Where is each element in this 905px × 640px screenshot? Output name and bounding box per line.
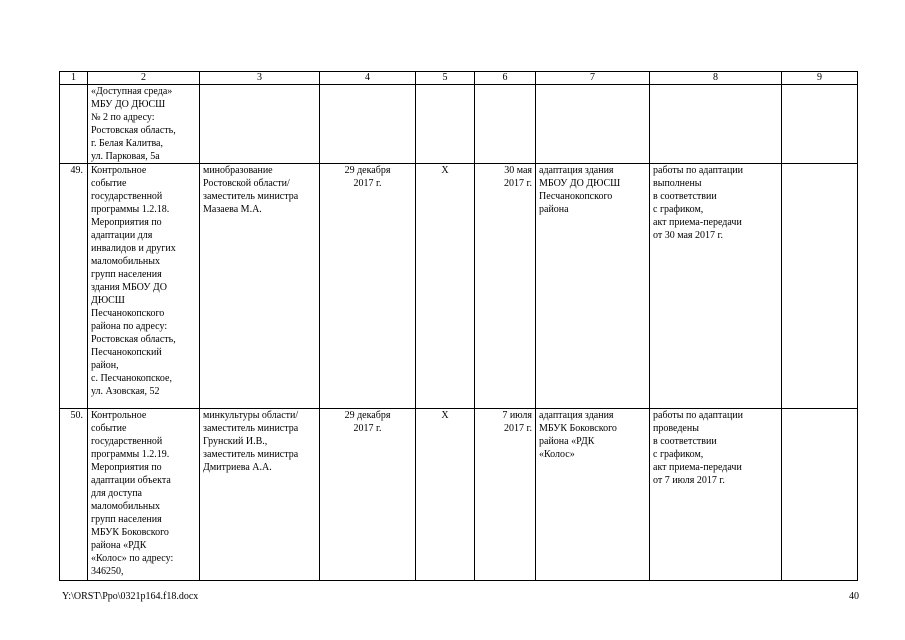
responsible-cell: минкультуры области/ заместитель министра Грунский И.В., заместитель министра Дмитриева А.А. (200, 409, 320, 581)
header-col-5: 5 (416, 72, 475, 85)
result-cell (536, 85, 650, 164)
header-col-7: 7 (536, 72, 650, 85)
col5-cell: Х (416, 409, 475, 581)
header-col-6: 6 (475, 72, 536, 85)
info-cell (650, 85, 782, 164)
actual-date-cell: 30 мая 2017 г. (475, 164, 536, 409)
planned-date-cell: 29 декабря 2017 г. (320, 409, 416, 581)
report-table-body (60, 72, 858, 581)
col5-cell (416, 85, 475, 164)
info-cell: работы по адаптации проведены в соответствии с графиком, акт приема-передачи от 7 июля 2017 г. (650, 409, 782, 581)
event-cell: Контрольное событие государственной программы 1.2.18. Мероприятия по адаптации для инвалидов и других маломобильных групп населения здания МБОУ ДО ДЮСШ Песчанокопского района по адресу: Ростовская область, Песчанокопский район, с. Песчанокопское, ул. Азовская, 52 (88, 164, 200, 409)
info-cell: работы по адаптации выполнены в соответствии с графиком, акт приема-передачи от 30 мая 2017 г. (650, 164, 782, 409)
footer-file-path: Y:\ORST\Ppo\0321p164.f18.docx (62, 591, 199, 602)
row-number (60, 85, 88, 164)
planned-date-cell: 29 декабря 2017 г. (320, 164, 416, 409)
planned-date-cell (320, 85, 416, 164)
header-col-3: 3 (200, 72, 320, 85)
footer-page-number: 40 (849, 591, 859, 602)
report-table (59, 71, 858, 581)
event-cell: Контрольное событие государственной программы 1.2.19. Мероприятия по адаптации объекта для доступа маломобильных групп населения МБУК Боковского района «РДК «Колос» по адресу: 346250, (88, 409, 200, 581)
actual-date-cell: 7 июля 2017 г. (475, 409, 536, 581)
header-col-9: 9 (782, 72, 858, 85)
table-row (60, 164, 858, 409)
table-row (60, 409, 858, 581)
header-col-2: 2 (88, 72, 200, 85)
row-number: 50. (60, 409, 88, 581)
table-row (60, 85, 858, 164)
row-number: 49. (60, 164, 88, 409)
col5-cell: Х (416, 164, 475, 409)
col9-cell (782, 164, 858, 409)
header-col-4: 4 (320, 72, 416, 85)
actual-date-cell (475, 85, 536, 164)
responsible-cell: минобразование Ростовской области/ заместитель министра Мазаева М.А. (200, 164, 320, 409)
header-row (60, 72, 858, 85)
header-col-8: 8 (650, 72, 782, 85)
result-cell: адаптация здания МБОУ ДО ДЮСШ Песчанокопского района (536, 164, 650, 409)
event-cell: «Доступная среда» МБУ ДО ДЮСШ № 2 по адресу: Ростовская область, г. Белая Калитва, ул. Парковая, 5а (88, 85, 200, 164)
result-cell: адаптация здания МБУК Боковского района «РДК «Колос» (536, 409, 650, 581)
header-col-1: 1 (60, 72, 88, 85)
responsible-cell (200, 85, 320, 164)
col9-cell (782, 409, 858, 581)
col9-cell (782, 85, 858, 164)
